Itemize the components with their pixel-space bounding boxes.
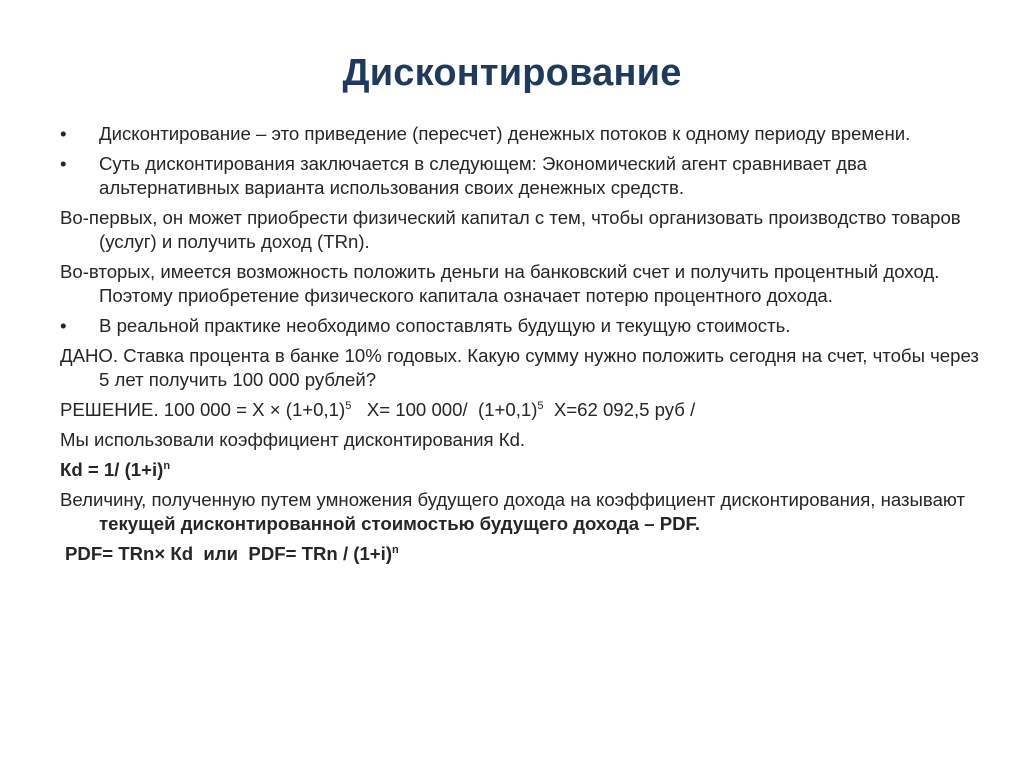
pdf-definition-text: Величину, полученную путем умножения будущего дохода на коэффициент дисконтирования, называют: [60, 489, 965, 510]
bullet-dot-icon: •: [60, 153, 67, 174]
solution-exponent-2: 5: [537, 399, 544, 412]
paragraph-text: В реальной практике необходимо сопоставлять будущую и текущую стоимость.: [99, 315, 791, 336]
pdf-definition-bold: текущей дисконтированной стоимостью будущего дохода – PDF.: [99, 513, 701, 534]
paragraph-pdf-definition: [60, 488, 980, 536]
formula-kd-exponent: n: [163, 459, 171, 472]
formula-pdf-text: PDF= TRn× Кd или PDF= TRn / (1+i): [65, 543, 393, 564]
slide-content: [60, 122, 980, 572]
paragraph-text: Суть дисконтирования заключается в следующем: Экономический агент сравнивает два альтернативных варианта использования своих денежных средств.: [99, 153, 868, 198]
paragraph-secondly: Во-вторых, имеется возможность положить деньги на банковский счет и получить процентный доход. Поэтому приобретение физического капитала означает потерю процентного дохода.: [60, 261, 940, 306]
paragraph-solution: [60, 398, 980, 422]
bullet-dot-icon: •: [60, 123, 67, 144]
bullet-paragraph-definition: [60, 122, 980, 146]
bullet-paragraph-practice: [60, 314, 980, 338]
solution-part-2: Х= 100 000/ (1+0,1): [351, 399, 538, 420]
formula-kd: [60, 458, 980, 482]
paragraph-coefficient: Мы использовали коэффициент дисконтирования Кd.: [60, 429, 526, 450]
paragraph-text: Дисконтирование – это приведение (пересчет) денежных потоков к одному периоду времени.: [99, 123, 911, 144]
formula-pdf-exponent: n: [392, 543, 399, 556]
solution-exponent-1: 5: [345, 399, 352, 412]
bullet-paragraph-essence: [60, 152, 980, 200]
slide-title: Дисконтирование: [342, 52, 682, 94]
paragraph-given: ДАНО. Ставка процента в банке 10% годовых. Какую сумму нужно положить сегодня на счет, чтобы через 5 лет получить 100 000 рублей?: [60, 345, 979, 390]
formula-kd-text: Кd = 1/ (1+i): [60, 459, 164, 480]
formula-pdf: [60, 542, 980, 566]
paragraph-firstly: Во-первых, он может приобрести физический капитал с тем, чтобы организовать производство товаров (услуг) и получить доход (TRn).: [60, 207, 961, 252]
bullet-dot-icon: •: [60, 315, 67, 336]
solution-part-1: РЕШЕНИЕ. 100 000 = Х × (1+0,1): [60, 399, 346, 420]
solution-part-3: Х=62 092,5 руб /: [543, 399, 696, 420]
